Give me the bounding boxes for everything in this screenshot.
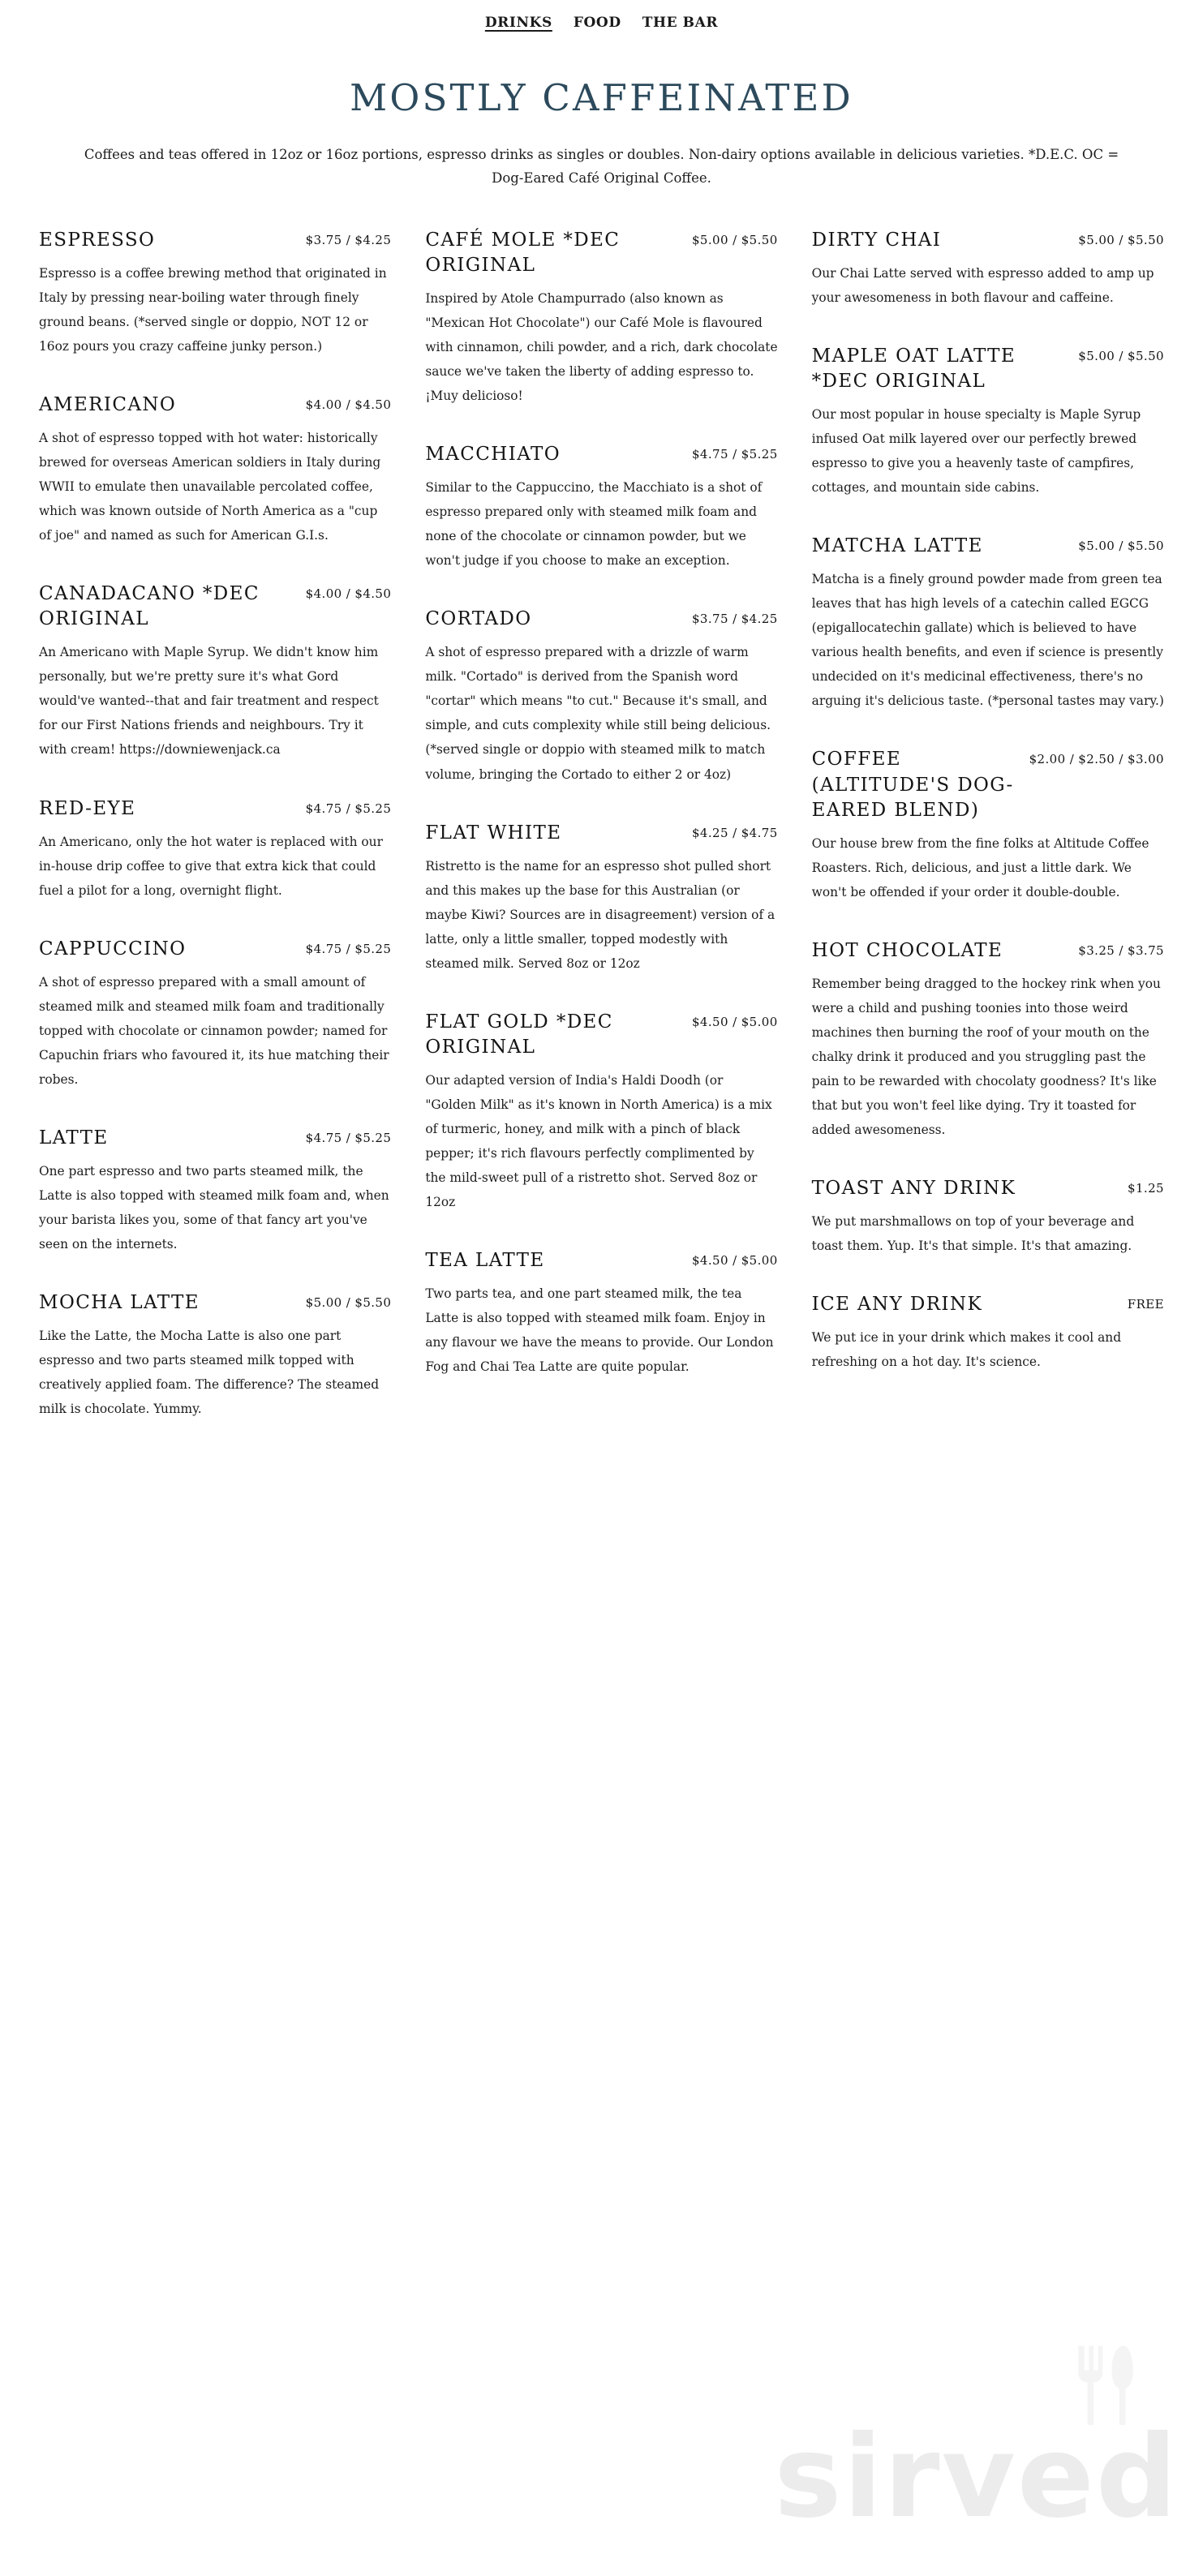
menu-item [812, 1176, 1164, 1258]
menu-item-price: $4.75 / $5.25 [305, 1130, 392, 1145]
menu-item-name: CANADACANO *DEC ORIGINAL [39, 583, 260, 630]
menu-item-name: LATTE [39, 1127, 109, 1148]
menu-item-name: MACCHIATO [425, 444, 561, 466]
menu-item-price: $5.00 / $5.50 [1078, 232, 1164, 247]
menu-item [425, 821, 777, 976]
menu-item-header [812, 1292, 1164, 1317]
menu-item-header [39, 228, 391, 253]
menu-item-name: AMERICANO [39, 394, 177, 416]
menu-item-description: Ristretto is the name for an espresso shot pulled short and this makes up the base for this Australian (or maybe Kiwi? Sources are in disagreement) version of a latte, only a little smaller, topped modestly with steamed milk. Served 8oz or 12oz [425, 858, 776, 971]
menu-column-1 [39, 228, 391, 1455]
menu-item-price: $4.75 / $5.25 [691, 447, 778, 462]
page-title: MOSTLY CAFFEINATED [350, 76, 853, 119]
menu-item [425, 607, 777, 786]
menu-item-header [812, 534, 1164, 559]
menu-item [425, 442, 777, 573]
menu-item-name: CAFÉ MOLE *DEC ORIGINAL [425, 229, 621, 276]
menu-item-price: $5.00 / $5.50 [691, 232, 778, 247]
menu-columns [0, 228, 1203, 1504]
menu-item-header [425, 1248, 777, 1273]
menu-column-3 [812, 228, 1164, 1408]
menu-item-description: Inspired by Atole Champurrado (also known as "Mexican Hot Chocolate") our Café Mole is flavoured with cinnamon, chili powder, and a rich, dark chocolate sauce we've taken the liberty of adding espresso to. ¡Muy delicioso! [425, 290, 778, 404]
menu-item-name: ESPRESSO [39, 229, 156, 251]
menu-item-price: $4.75 / $5.25 [305, 801, 392, 816]
menu-item-price: $2.00 / $2.50 / $3.00 [1029, 752, 1164, 767]
nav-link-the-bar[interactable]: THE BAR [642, 15, 719, 31]
menu-item-price: $4.75 / $5.25 [305, 941, 392, 956]
menu-item [39, 796, 391, 903]
menu-item-description: One part espresso and two parts steamed milk, the Latte is also topped with steamed milk foam and, when your barista likes you, some of that fancy art you've seen on the internets. [39, 1163, 389, 1252]
menu-item-header [39, 393, 391, 418]
menu-item [812, 747, 1164, 904]
menu-item [812, 1292, 1164, 1374]
nav-link-drinks[interactable]: DRINKS [484, 15, 552, 31]
menu-item-header [425, 442, 777, 467]
menu-item-description: Remember being dragged to the hockey rink when you were a child and pushing toonies into those weird machines then burning the roof of your mouth on the chalky drink it produced and you struggling past the pain to be rewarded with chocolaty goodness? It's like that but you won't feel like dying. Try it toasted for added awesomeness. [811, 976, 1161, 1137]
menu-item-header [425, 1010, 777, 1060]
menu-item-name: CORTADO [425, 608, 532, 630]
menu-item-price: $4.00 / $4.50 [305, 397, 392, 413]
menu-item-description: We put ice in your drink which makes it cool and refreshing on a hot day. It's science. [811, 1330, 1122, 1370]
menu-item-price: $5.00 / $5.50 [305, 1295, 392, 1311]
menu-item-description: A shot of espresso topped with hot water: historically brewed for overseas American soldiers in Italy during WWII to emulate then unavailable percolated coffee, which was known outside of North America as a "cup of joe" and named as such for American G.I.s. [39, 431, 381, 543]
menu-item-header [39, 1290, 391, 1316]
menu-item-price: $4.50 / $5.00 [691, 1014, 778, 1029]
menu-column-2 [425, 228, 777, 1413]
menu-item-price: $5.00 / $5.50 [1078, 349, 1164, 363]
menu-item-header [425, 821, 777, 846]
menu-item [39, 393, 391, 547]
menu-item-description: Our house brew from the fine folks at Altitude Coffee Roasters. Rich, delicious, and just a little dark. We won't be offended if your order it double-double. [811, 835, 1149, 899]
menu-item-name: TEA LATTE [425, 1250, 545, 1272]
menu-item-description: Like the Latte, the Mocha Latte is also one part espresso and two parts steamed milk topped with creatively applied foam. The difference? The steamed milk is chocolate. Yummy. [39, 1329, 380, 1417]
fork-knife-icon [1057, 2337, 1154, 2434]
menu-item-price: $4.50 / $5.00 [691, 1253, 778, 1269]
nav-link-food[interactable]: FOOD [573, 15, 621, 31]
menu-item-description: We put marshmallows on top of your beverage and toast them. Yup. It's that simple. It's that amazing. [811, 1214, 1135, 1254]
menu-item-name: RED-EYE [39, 797, 136, 819]
menu-item-name: FLAT WHITE [425, 822, 562, 844]
menu-item [812, 228, 1164, 310]
menu-item-price: $1.25 [1128, 1180, 1164, 1196]
menu-item-description: Espresso is a coffee brewing method that originated in Italy by pressing near-boiling water through finely ground beans. (*served single or doppio, NOT 12 or 16oz pours you crazy caffeine junky person.) [39, 265, 387, 354]
menu-item-name: MATCHA LATTE [811, 535, 983, 557]
menu-item-header [812, 344, 1164, 394]
menu-item [39, 1290, 391, 1421]
menu-item-price: $4.00 / $4.50 [305, 586, 392, 602]
menu-item-name: MOCHA LATTE [39, 1292, 200, 1314]
menu-item-header [39, 582, 391, 632]
menu-item [39, 1126, 391, 1256]
menu-item-description: An Americano with Maple Syrup. We didn't know him personally, but we're pretty sure it's what Gord would've wanted--that and fair treatment and respect for our First Nations friends and neighbours. Try it with cream! https://downiewenjack.ca [39, 645, 379, 758]
menu-item-description: An Americano, only the hot water is replaced with our in-house drip coffee to give that extra kick that could fuel a pilot for a long, overnight flight. [39, 834, 383, 898]
menu-item-name: HOT CHOCOLATE [811, 939, 1003, 961]
menu-item-name: ICE ANY DRINK [811, 1294, 983, 1316]
menu-item-name: TOAST ANY DRINK [811, 1177, 1016, 1199]
top-navigation [0, 0, 1203, 34]
menu-item [812, 534, 1164, 713]
menu-item-header [812, 938, 1164, 964]
menu-item-price: $3.75 / $4.25 [691, 612, 778, 627]
menu-item-header [425, 228, 777, 278]
menu-item-header [39, 1126, 391, 1151]
menu-item-description: Similar to the Cappuccino, the Macchiato is a shot of espresso prepared only with steamed milk foam and none of the chocolate or cinnamon powder, but we won't judge if you choose to make an exception. [425, 480, 763, 569]
menu-item-header [812, 228, 1164, 253]
menu-item [39, 228, 391, 358]
menu-item-name: CAPPUCCINO [39, 938, 187, 960]
menu-item-header [812, 747, 1164, 822]
menu-item [425, 228, 777, 408]
menu-item-description: A shot of espresso prepared with a small amount of steamed milk and steamed milk foam and traditionally topped with chocolate or cinnamon powder; named for Capuchin friars who favoured it, its hue matching their robes. [39, 974, 389, 1087]
menu-item-price: FREE [1127, 1297, 1164, 1312]
menu-item-description: Our Chai Latte served with espresso added to amp up your awesomeness in both flavour and caffeine. [811, 265, 1154, 305]
menu-item-description: A shot of espresso prepared with a drizzle of warm milk. "Cortado" is derived from the Spanish word "cortar" which means "to cut." Because it's small, and simple, and cuts complexity while still being delicious. (*served single or doppio with steamed milk to match volume, bringing the Cortado to either 2 or 4oz) [425, 645, 771, 782]
menu-item-price: $4.25 / $4.75 [691, 825, 778, 840]
menu-item-header [812, 1176, 1164, 1201]
menu-item-name: MAPLE OAT LATTE *DEC ORIGINAL [811, 346, 1016, 393]
menu-item-description: Our adapted version of India's Haldi Doodh (or "Golden Milk" as it's known in North America) is a mix of turmeric, honey, and milk with a pinch of black pepper; it's rich flavours perfectly complimented by the mild-sweet pull of a ristretto shot. Served 8oz or 12oz [425, 1072, 772, 1209]
menu-item-header [39, 937, 391, 962]
menu-item-price: $5.00 / $5.50 [1078, 539, 1164, 554]
menu-item-price: $3.25 / $3.75 [1078, 942, 1164, 958]
menu-intro-text: Coffees and teas offered in 12oz or 16oz portions, espresso drinks as singles or doubles. Non-dairy options available in delicious varieties. *D.E.C. OC = Dog-Eared Café Original Coffee. [84, 147, 1119, 187]
menu-item-description: Two parts tea, and one part steamed milk, the tea Latte is also topped with steamed milk foam. Enjoy in any flavour we have the means to provide. Our London Fog and Chai Tea Latte are quite popular. [425, 1286, 774, 1375]
menu-item [812, 938, 1164, 1142]
menu-item-header [425, 607, 777, 632]
menu-item-name: DIRTY CHAI [811, 229, 942, 251]
menu-item [39, 937, 391, 1092]
menu-item-price: $3.75 / $4.25 [305, 232, 392, 247]
menu-item [425, 1248, 777, 1379]
menu-item-name: FLAT GOLD *DEC ORIGINAL [425, 1011, 613, 1058]
menu-item-description: Matcha is a finely ground powder made from green tea leaves that has high levels of a catechin called EGCG (epigallocatechin gallate) which is believed to have various health benefits, and even if science is presently undecided on it's medicinal effectiveness, there's no arguing it's delicious taste. (*personal tastes may vary.) [811, 572, 1164, 709]
menu-item [812, 344, 1164, 500]
menu-item [39, 582, 391, 762]
menu-item [425, 1010, 777, 1214]
watermark-text: sirved [774, 2411, 1179, 2544]
menu-item-description: Our most popular in house specialty is Maple Syrup infused Oat milk layered over our perfectly brewed espresso to give you a heavenly taste of campfires, cottages, and mountain side cabins. [811, 407, 1141, 496]
menu-item-name: COFFEE (ALTITUDE'S DOG-EARED BLEND) [811, 749, 1014, 821]
menu-item-header [39, 796, 391, 822]
